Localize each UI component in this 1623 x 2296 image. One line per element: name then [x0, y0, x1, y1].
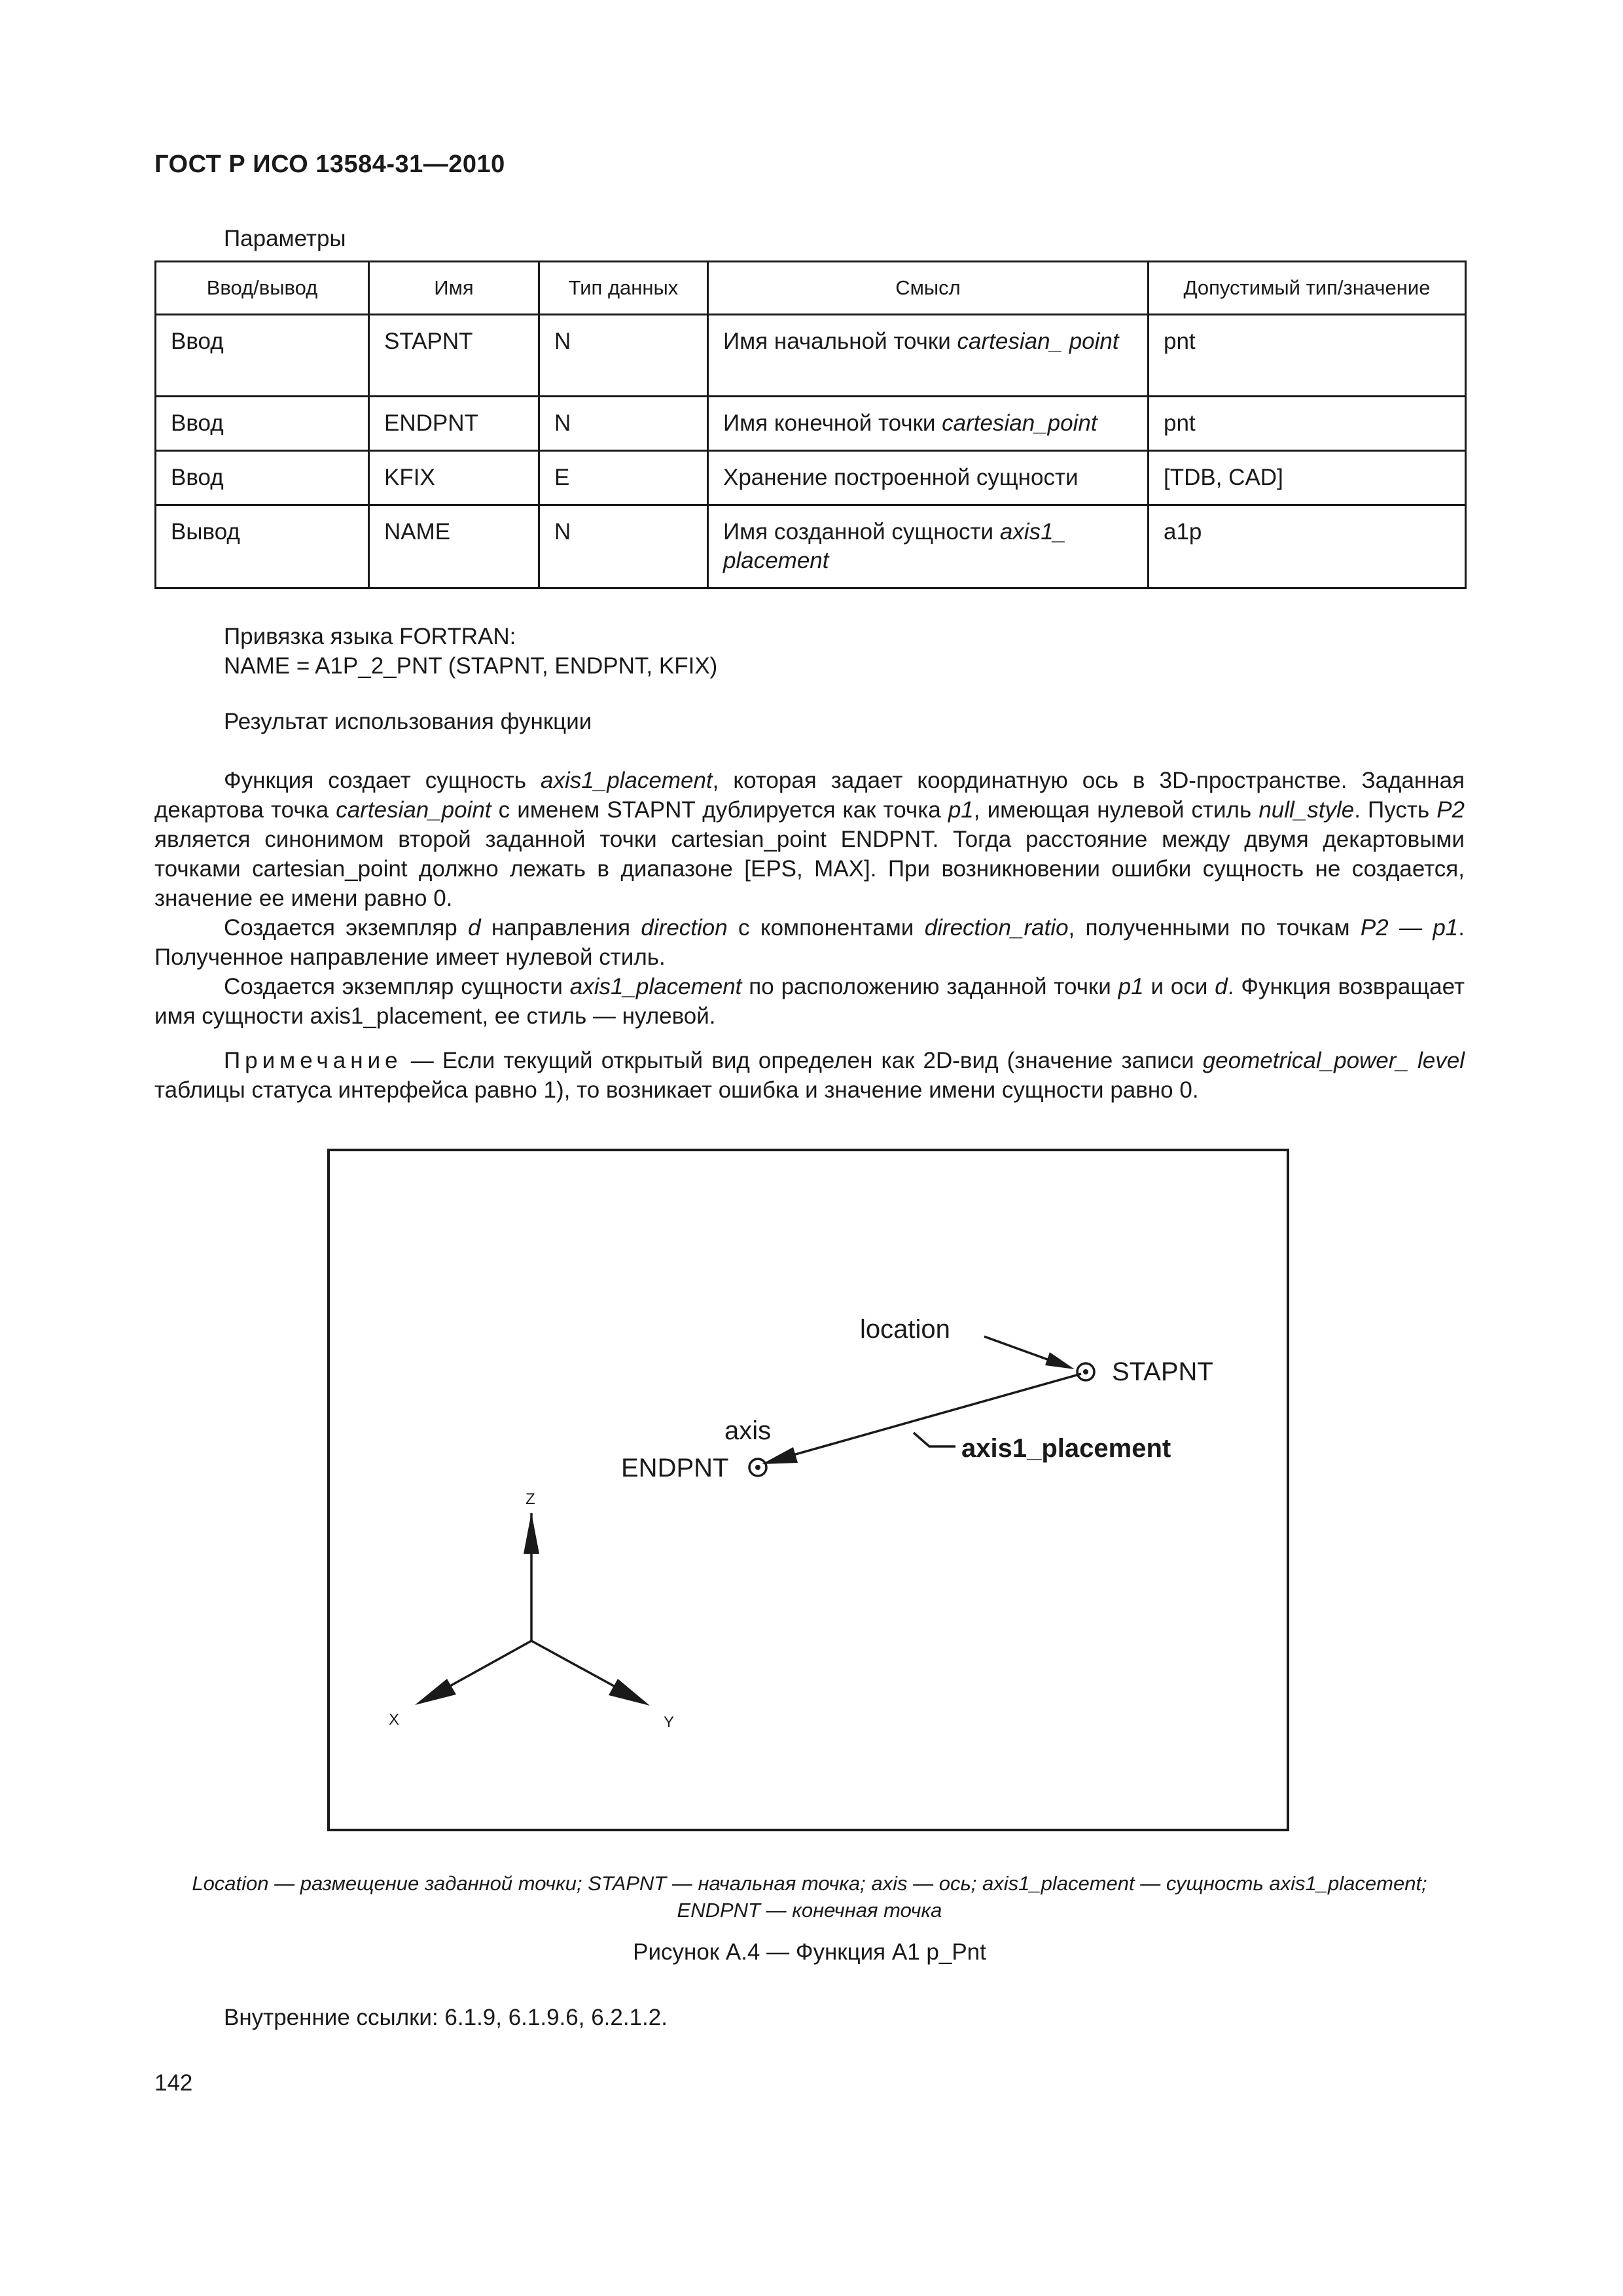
cell-io: Ввод [156, 397, 369, 451]
endpnt-label: ENDPNT [621, 1454, 729, 1482]
fortran-binding-label: Привязка языка FORTRAN: [224, 624, 516, 649]
paragraph-direction: Создается экземпляр d направления direction с компонентами direction_ratio, полученными по точкам P2 — p1. Полученное направление имеет нулевой стиль. [154, 915, 1465, 970]
cell-io: Ввод [156, 315, 369, 397]
cell-value: a1p [1149, 505, 1466, 588]
cell-name: STAPNT [369, 315, 539, 397]
cell-name: ENDPNT [369, 397, 539, 451]
note-paragraph: Примечание — Если текущий открытый вид определен как 2D-вид (значение записи geometrical_power_ level таблицы статуса интерфейса равно 1), то возникает ошибка и значение имени сущности равно 0. [154, 1048, 1465, 1103]
location-arrowhead [1045, 1352, 1075, 1369]
cell-name: KFIX [369, 451, 539, 505]
endpnt-point-marker [749, 1459, 766, 1476]
cell-name: NAME [369, 505, 539, 588]
z-axis-label: Z [526, 1490, 535, 1508]
stapnt-point-marker [1077, 1363, 1094, 1380]
cell-value: pnt [1149, 397, 1466, 451]
x-arrowhead [415, 1679, 456, 1705]
table-row [156, 451, 1466, 505]
figure-legend-line: ENDPNT — конечная точка [677, 1899, 942, 1922]
figure-frame [327, 1149, 1289, 1831]
cell-io: Ввод [156, 451, 369, 505]
cell-type: N [539, 315, 708, 397]
z-arrowhead [524, 1513, 539, 1554]
cell-meaning: Имя созданной сущности axis1_ placement [708, 505, 1149, 588]
params-caption: Параметры [224, 226, 346, 251]
column-header: Ввод/вывод [156, 262, 369, 315]
table-row [156, 505, 1466, 588]
cell-type: E [539, 451, 708, 505]
figure-legend-line: Location — размещение заданной точки; STAPNT — начальная точка; axis — ось; axis1_placement — сущность axis1_placement; [192, 1872, 1427, 1895]
cell-type: N [539, 505, 708, 588]
y-arrowhead [609, 1679, 650, 1706]
location-pointer-line [984, 1336, 1058, 1363]
column-header: Допустимый тип/значение [1149, 262, 1466, 315]
cell-value: [TDB, CAD] [1149, 451, 1466, 505]
paragraph-axis-placement: Создается экземпляр сущности axis1_placement по расположению заданной точки p1 и оси d. Функция возвращает имя сущности axis1_placement, ее стиль — нулевой. [154, 974, 1465, 1029]
cell-type: N [539, 397, 708, 451]
document-header: ГОСТ Р ИСО 13584-31—2010 [154, 151, 505, 178]
column-header: Тип данных [539, 262, 708, 315]
table-row [156, 315, 1466, 397]
axis-arrowhead [762, 1447, 798, 1464]
axis-label: axis [724, 1416, 772, 1445]
figure-legend [154, 1870, 1465, 1924]
cell-value: pnt [1149, 315, 1466, 397]
figure-caption: Рисунок А.4 — Функция А1 p_Pnt [633, 1939, 986, 1965]
column-header: Имя [369, 262, 539, 315]
x-axis-label: X [389, 1711, 400, 1729]
axis1-placement-label: axis1_placement [961, 1434, 1171, 1463]
result-heading: Результат использования функции [224, 709, 592, 734]
y-axis-label: Y [664, 1713, 675, 1731]
page-number: 142 [154, 2070, 193, 2096]
column-header: Смысл [708, 262, 1149, 315]
axis1-placement-diagram [330, 1151, 1287, 1829]
cell-io: Вывод [156, 505, 369, 588]
cell-meaning: Хранение построенной сущности [708, 451, 1149, 505]
table-header-row [156, 262, 1466, 315]
location-label: location [860, 1315, 950, 1344]
cell-meaning: Имя конечной точки cartesian_point [708, 397, 1149, 451]
parameters-table [154, 260, 1467, 589]
axis1-placement-leader [914, 1433, 955, 1446]
fortran-binding-call: NAME = A1P_2_PNT (STAPNT, ENDPNT, KFIX) [224, 653, 718, 679]
table-row [156, 397, 1466, 451]
cell-meaning: Имя начальной точки cartesian_ point [708, 315, 1149, 397]
stapnt-label: STAPNT [1112, 1357, 1213, 1386]
paragraph-function-description: Функция создает сущность axis1_placement, которая задает координатную ось в 3D-пространстве. Заданная декартова точка cartesian_point с именем STAPNT дублируется как точка p1, имеющая нулевой стиль null_style. Пусть P2 является синонимом второй заданной точки cartesian_point ENDPNT. Тогда расстояние между двумя декартовыми точками cartesian_point должно лежать в диапазоне [EPS, MAX]. При возникновении ошибки сущность не создается, значение ее имени равно 0. [154, 768, 1465, 911]
internal-references: Внутренние ссылки: 6.1.9, 6.1.9.6, 6.2.1.2. [224, 2005, 668, 2030]
